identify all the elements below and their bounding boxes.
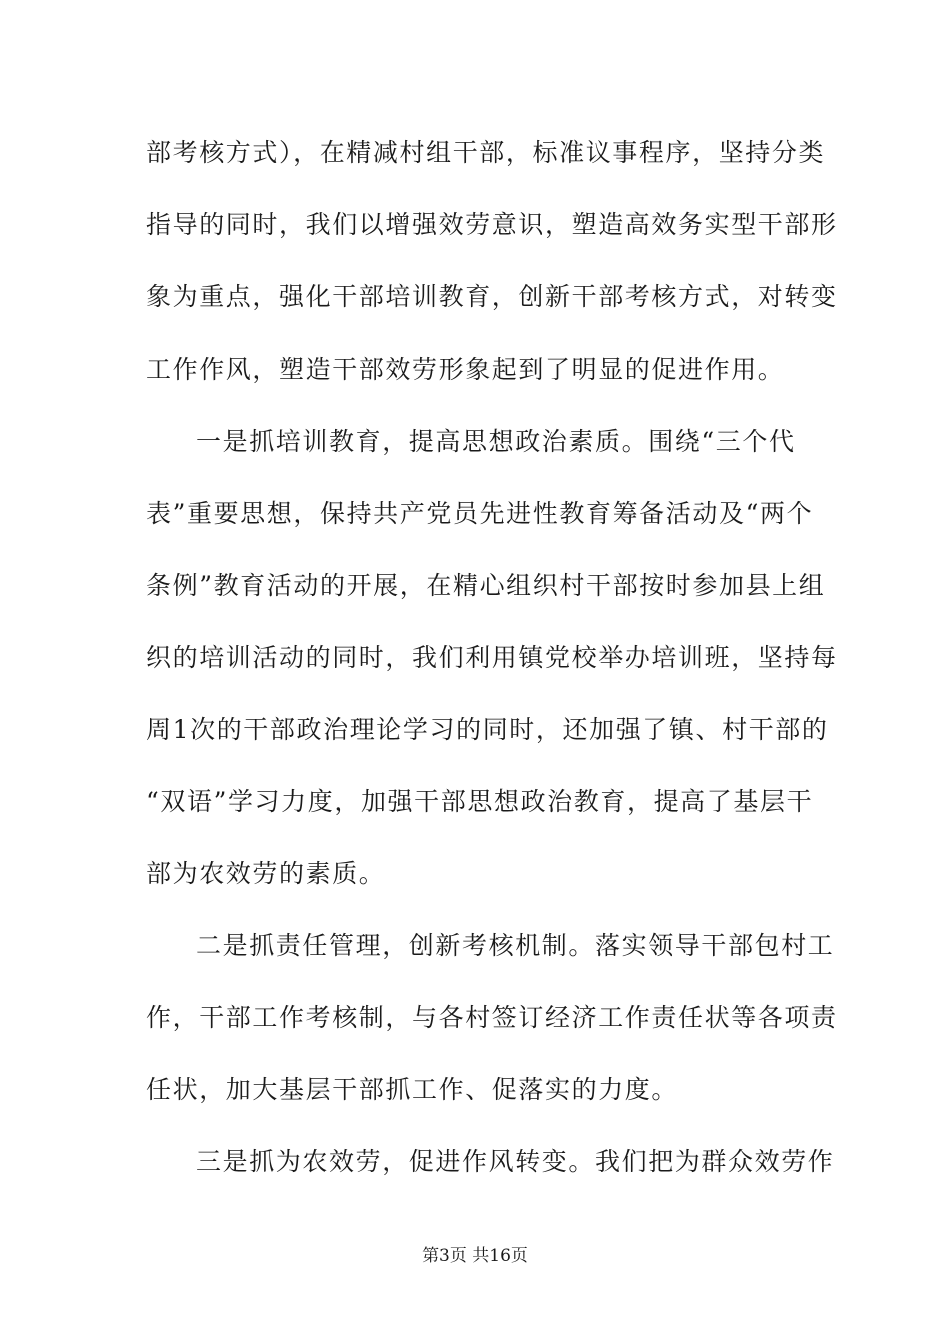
paragraph-start-line: 二是抓责任管理，创新考核机制。落实领导干部包村工 (196, 931, 835, 960)
text-line: 象为重点，强化干部培训教育，创新干部考核方式，对转变 (146, 282, 838, 311)
text-line: 周1次的干部政治理论学习的同时，还加强了镇、村干部的 (146, 715, 829, 744)
text-line: 部考核方式），在精减村组干部，标准议事程序，坚持分类 (146, 138, 826, 167)
paragraph-start-line: 三是抓为农效劳，促进作风转变。我们把为群众效劳作 (196, 1147, 835, 1176)
text-line: 条例”教育活动的开展，在精心组织村干部按时参加县上组 (146, 571, 826, 600)
text-line: 作，干部工作考核制，与各村签订经济工作责任状等各项责 (146, 1003, 838, 1032)
page-number-footer: 第3页 共16页 (422, 1246, 528, 1266)
text-line: 部为农效劳的素质。 (146, 859, 386, 888)
text-line: 指导的同时，我们以增强效劳意识，塑造高效务实型干部形 (146, 210, 838, 239)
text-line: 工作作风，塑造干部效劳形象起到了明显的促进作用。 (146, 355, 785, 384)
text-line: “双语”学习力度，加强干部思想政治教育，提高了基层干 (146, 787, 814, 816)
paragraph-start-line: 一是抓培训教育，提高思想政治素质。围绕“三个代 (196, 427, 796, 456)
text-line: 任状，加大基层干部抓工作、促落实的力度。 (146, 1075, 679, 1104)
text-line: 表”重要思想，保持共产党员先进性教育筹备活动及“两个 (146, 499, 814, 528)
text-line: 织的培训活动的同时，我们利用镇党校举办培训班，坚持每 (146, 643, 838, 672)
